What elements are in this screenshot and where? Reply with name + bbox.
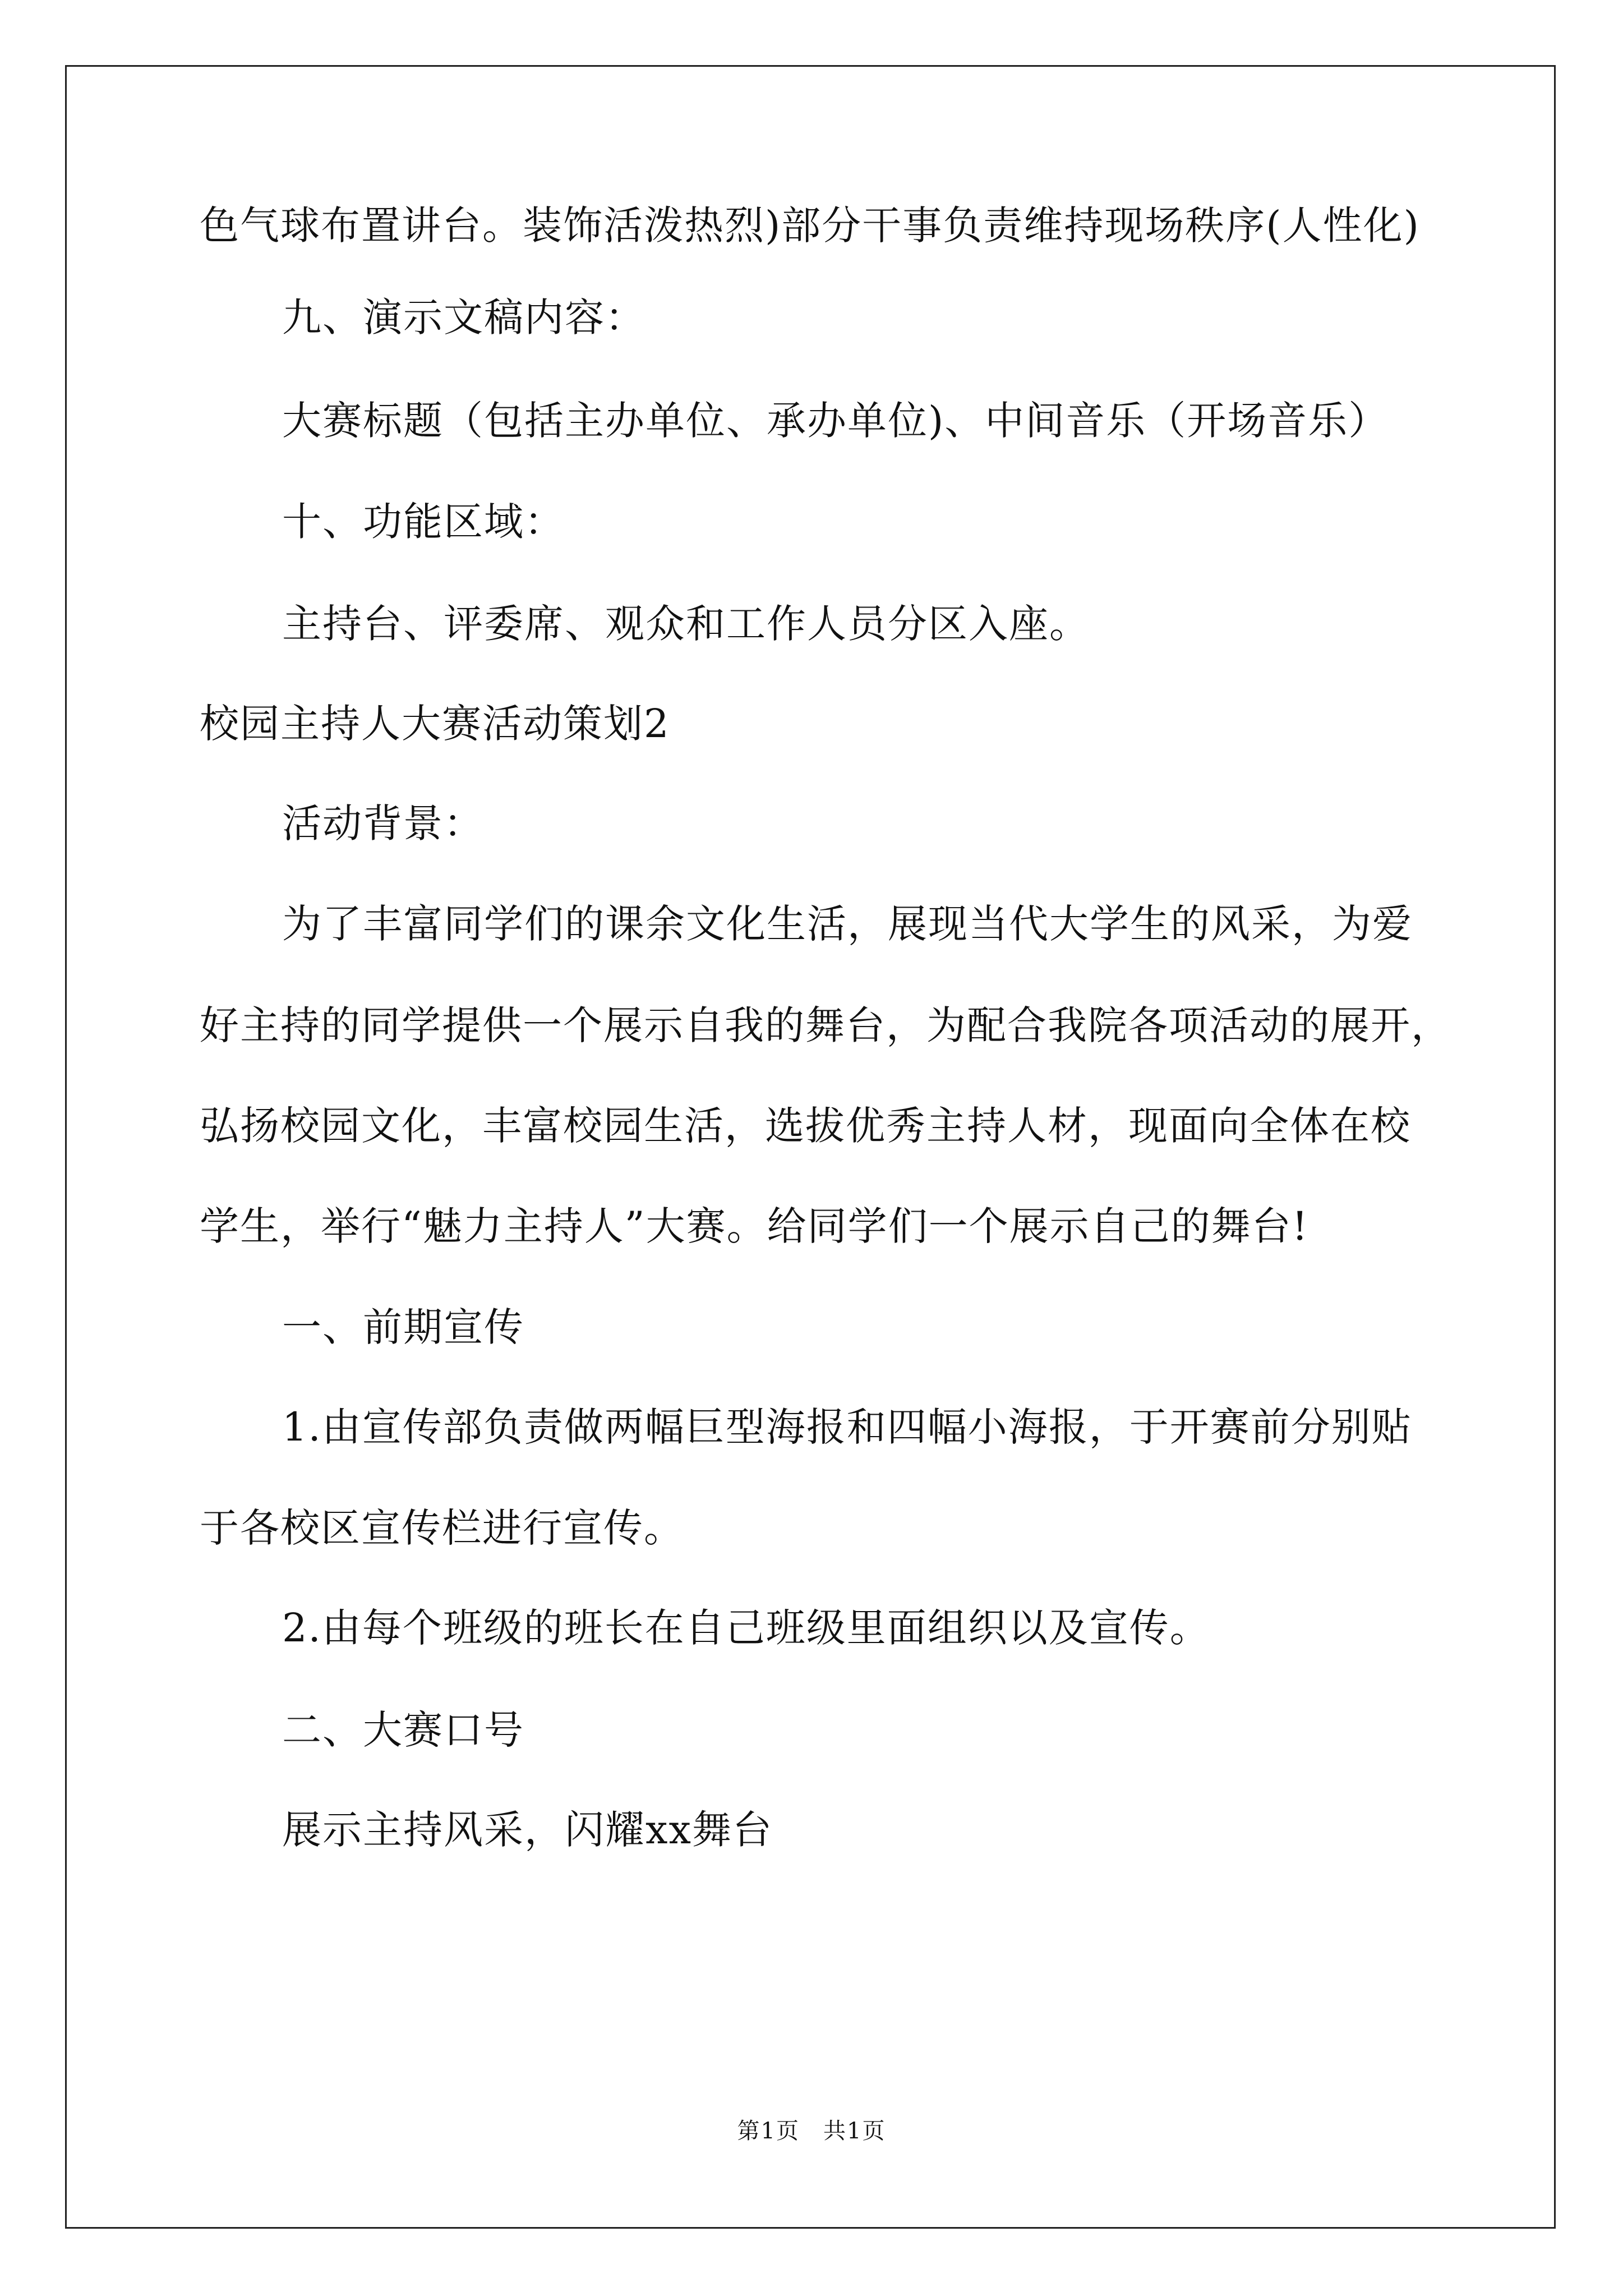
paragraph-line: 为了丰富同学们的课余文化生活，展现当代大学生的风采，为爱 <box>282 901 1413 947</box>
section-heading-background: 活动背景： <box>282 800 484 846</box>
slogan-line: 展示主持风采，闪耀xx舞台 <box>282 1807 773 1853</box>
paragraph-line: 大赛标题（包括主办单位、承办单位)、中间音乐（开场音乐） <box>282 398 1389 444</box>
paragraph-line: 2.由每个班级的班长在自己班级里面组织以及宣传。 <box>282 1605 1210 1651</box>
text-line-continuation: 色气球布置讲台。装饰活泼热烈)部分干事负责维持现场秩序(人性化) <box>200 203 1420 249</box>
paragraph-line: 好主持的同学提供一个展示自我的舞台，为配合我院各项活动的展开， <box>200 1002 1451 1048</box>
section-heading-9: 九、演示文稿内容： <box>282 295 645 341</box>
section-heading-2: 二、大赛口号 <box>282 1707 524 1753</box>
section-heading-1: 一、前期宣传 <box>282 1304 524 1350</box>
paragraph-line: 弘扬校园文化，丰富校园生活，选拔优秀主持人材，现面向全体在校 <box>200 1103 1411 1149</box>
page-footer: 第1页 共1页 <box>737 2118 886 2144</box>
paragraph-line: 1.由宣传部负责做两幅巨型海报和四幅小海报，于开赛前分别贴 <box>282 1404 1412 1450</box>
document-title: 校园主持人大赛活动策划2 <box>200 701 670 747</box>
paragraph-line: 于各校区宣传栏进行宣传。 <box>200 1505 684 1551</box>
section-heading-10: 十、功能区域： <box>282 499 565 545</box>
paragraph-line: 学生，举行“魅力主持人”大赛。给同学们一个展示自己的舞台! <box>200 1203 1309 1249</box>
paragraph-line: 主持台、评委席、观众和工作人员分区入座。 <box>282 601 1090 647</box>
